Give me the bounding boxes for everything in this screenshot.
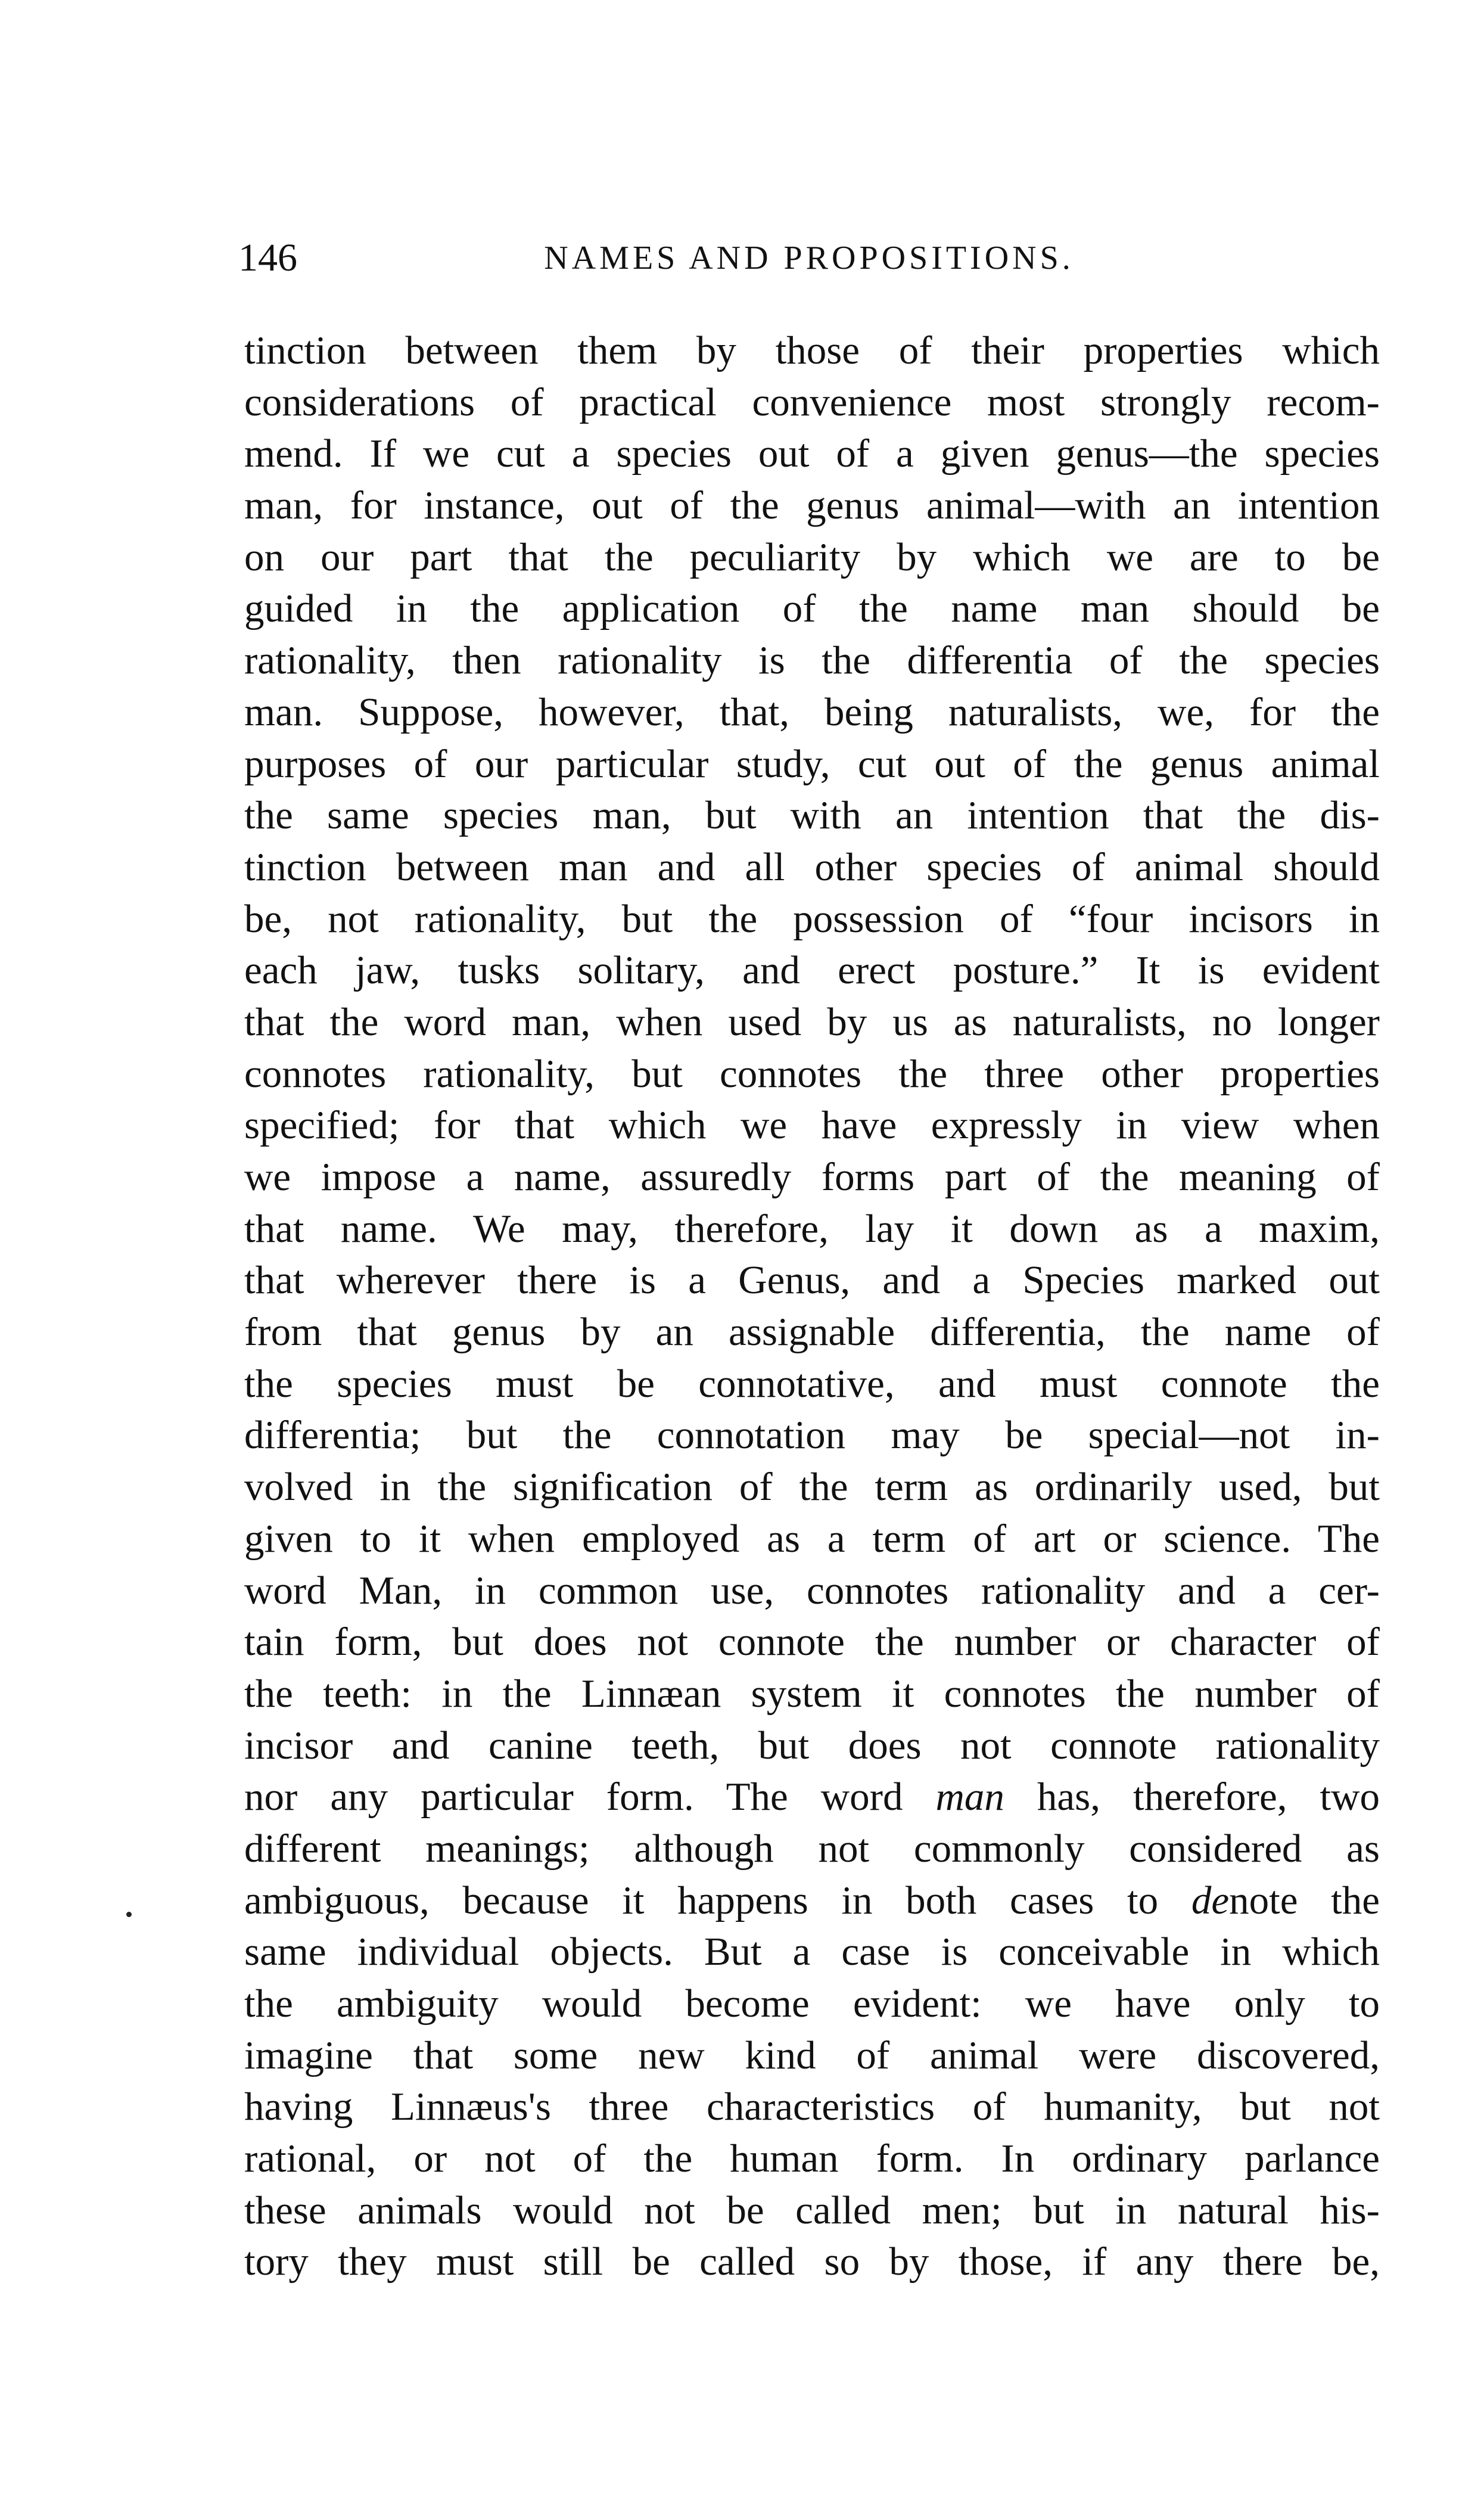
text-segment: rationality, then rationality is the differentia of the species <box>244 638 1380 683</box>
text-line <box>244 738 1380 790</box>
text-line <box>244 1720 1380 1772</box>
text-line <box>244 1875 1380 1927</box>
text-segment: volved in the signification of the term as ordinarily used, but <box>244 1465 1380 1509</box>
text-segment: the ambiguity would become evident: we have only to <box>244 1981 1380 2026</box>
text-segment: that the word man, when used by us as naturalists, no longer <box>244 999 1380 1044</box>
text-line <box>244 1409 1380 1461</box>
running-header <box>238 235 1380 283</box>
text-segment: man. Suppose, however, that, being naturalists, we, for the <box>244 689 1380 734</box>
text-line <box>244 1565 1380 1617</box>
text-segment: the species must be connotative, and must connote the <box>244 1361 1380 1406</box>
text-segment: the same species man, but with an intention that the dis- <box>244 793 1380 838</box>
text-line <box>244 996 1380 1048</box>
text-segment: the teeth: in the Linnæan system it connotes the number of <box>244 1671 1380 1716</box>
text-line <box>244 1616 1380 1668</box>
text-segment: imagine that some new kind of animal were discovered, <box>244 2033 1380 2077</box>
text-line <box>244 1513 1380 1565</box>
text-segment: these animals would not be called men; but in natural his- <box>244 2188 1380 2232</box>
text-segment: that name. We may, therefore, lay it down as a maxim, <box>244 1206 1380 1251</box>
text-segment: has, therefore, two <box>1004 1775 1380 1819</box>
text-line <box>244 2030 1380 2082</box>
text-line <box>244 583 1380 635</box>
text-line <box>244 841 1380 893</box>
text-line <box>244 532 1380 583</box>
text-segment: tain form, but does not connote the number or character of <box>244 1620 1380 1664</box>
text-line <box>244 1048 1380 1100</box>
text-segment: from that genus by an assignable differentia, the name of <box>244 1310 1380 1355</box>
italic-text: de <box>1191 1878 1230 1922</box>
text-line <box>244 1926 1380 1978</box>
text-line <box>244 1771 1380 1823</box>
text-line <box>244 2185 1380 2237</box>
text-segment: ambiguous, because it happens in both cases to <box>244 1878 1191 1922</box>
text-segment: tinction between man and all other species of animal should <box>244 844 1380 889</box>
text-segment: note the <box>1229 1878 1380 1922</box>
text-line <box>244 1978 1380 2030</box>
text-line <box>244 480 1380 532</box>
text-segment: purposes of our particular study, cut out of the genus animal <box>244 741 1380 786</box>
text-segment: mend. If we cut a species out of a given genus—the species <box>244 431 1380 476</box>
text-segment: given to it when employed as a term of art or science. The <box>244 1516 1380 1561</box>
text-line <box>244 428 1380 480</box>
text-line <box>244 2236 1380 2288</box>
text-line <box>244 790 1380 841</box>
text-line <box>244 2133 1380 2185</box>
text-line <box>244 1203 1380 1255</box>
text-line <box>244 893 1380 945</box>
text-segment: tinction between them by those of their properties which <box>244 328 1380 372</box>
text-segment: be, not rationality, but the possession of “four incisors in <box>244 896 1380 941</box>
text-line <box>244 1358 1380 1410</box>
text-line <box>244 325 1380 377</box>
text-line <box>244 1151 1380 1203</box>
text-segment: each jaw, tusks solitary, and erect posture.” It is evident <box>244 948 1380 993</box>
text-line <box>244 1254 1380 1306</box>
text-segment: on our part that the peculiarity by which we are to be <box>244 535 1380 579</box>
text-line <box>244 2081 1380 2133</box>
text-segment: incisor and canine teeth, but does not connote rationality <box>244 1723 1380 1768</box>
text-segment: having Linnæus's three characteristics of humanity, but not <box>244 2085 1380 2129</box>
text-line <box>244 1099 1380 1151</box>
text-segment: tory they must still be called so by those, if any there be, <box>244 2240 1380 2284</box>
text-segment: differentia; but the connotation may be special—not in- <box>244 1413 1380 1458</box>
text-line <box>244 687 1380 738</box>
text-line <box>244 1306 1380 1358</box>
running-title: NAMES AND PROPOSITIONS. <box>544 240 1074 277</box>
text-segment: we impose a name, assuredly forms part of the meaning of <box>244 1155 1380 1199</box>
text-segment: nor any particular form. The word <box>244 1775 936 1819</box>
text-segment: different meanings; although not commonly considered as <box>244 1826 1380 1871</box>
text-line <box>244 635 1380 687</box>
text-segment: same individual objects. But a case is conceivable in which <box>244 1930 1380 1974</box>
text-segment: word Man, in common use, connotes rationality and a cer- <box>244 1568 1380 1613</box>
italic-text: man <box>935 1775 1004 1819</box>
margin-mark <box>126 1912 132 1917</box>
text-segment: rational, or not of the human form. In ordinary parlance <box>244 2136 1380 2181</box>
text-segment: man, for instance, out of the genus animal—with an intention <box>244 483 1380 528</box>
text-segment: guided in the application of the name man should be <box>244 586 1380 631</box>
text-line <box>244 1461 1380 1513</box>
text-segment: specified; for that which we have expressly in view when <box>244 1103 1380 1148</box>
text-line <box>244 377 1380 428</box>
text-segment: considerations of practical convenience most strongly recom- <box>244 380 1380 424</box>
text-line <box>244 945 1380 996</box>
text-segment: connotes rationality, but connotes the three other properties <box>244 1051 1380 1096</box>
page-number: 146 <box>238 236 297 279</box>
text-line <box>244 1823 1380 1875</box>
body-text <box>244 325 1380 2288</box>
text-line <box>244 1668 1380 1720</box>
text-segment: that wherever there is a Genus, and a Species marked out <box>244 1258 1380 1303</box>
